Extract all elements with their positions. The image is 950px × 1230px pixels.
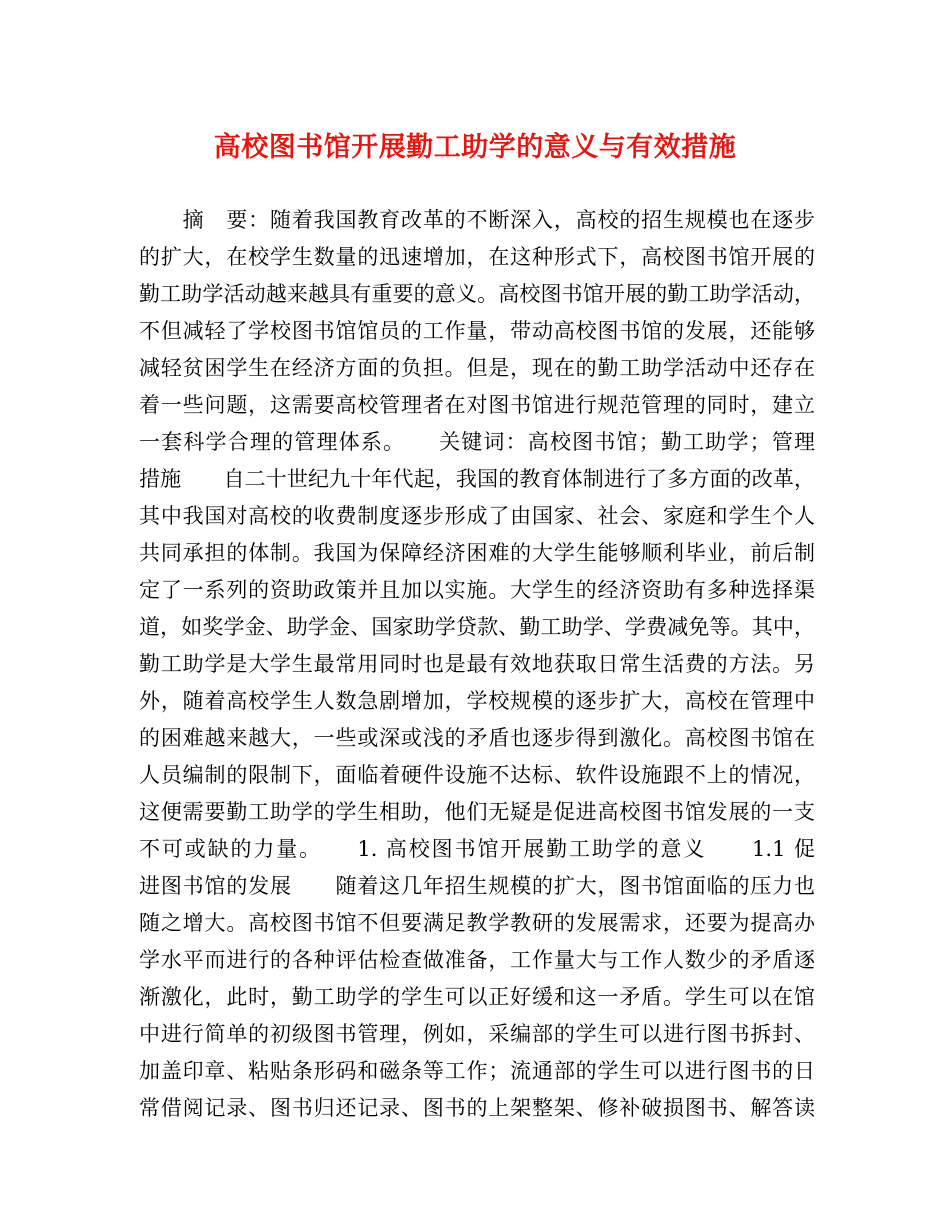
body-line: 外，随着高校学生人数急剧增加，学校规模的逐步扩大，高校在管理中	[139, 689, 815, 713]
body-line: 学水平而进行的各种评估检查做准备，工作量大与工作人数少的矛盾逐	[139, 948, 815, 972]
body-line: 随之增大。高校图书馆不但要满足教学教研的发展需求，还要为提高办	[139, 911, 815, 935]
document-title: 高校图书馆开展勤工助学的意义与有效措施	[213, 132, 737, 163]
body-line: 措施 自二十世纪九十年代起，我国的教育体制进行了多方面的改革，	[139, 467, 815, 491]
body-line: 不可或缺的力量。 1. 高校图书馆开展勤工助学的意义 1.1 促	[139, 837, 815, 861]
body-line: 着一些问题，这需要高校管理者在对图书馆进行规范管理的同时，建立	[139, 393, 815, 417]
body-line: 这便需要勤工助学的学生相助，他们无疑是促进高校图书馆发展的一支	[139, 800, 815, 824]
body-line: 勤工助学是大学生最常用同时也是最有效地获取日常生活费的方法。另	[139, 652, 815, 676]
body-line: 不但减轻了学校图书馆馆员的工作量，带动高校图书馆的发展，还能够	[139, 319, 815, 343]
body-line: 其中我国对高校的收费制度逐步形成了由国家、社会、家庭和学生个人	[139, 504, 815, 528]
body-line: 常借阅记录、图书归还记录、图书的上架整架、修补破损图书、解答读	[139, 1096, 815, 1120]
body-line: 进图书馆的发展 随着这几年招生规模的扩大，图书馆面临的压力也	[139, 874, 815, 898]
body-line: 一套科学合理的管理体系。 关键词：高校图书馆；勤工助学；管理	[139, 430, 815, 454]
body-line: 减轻贫困学生在经济方面的负担。但是，现在的勤工助学活动中还存在	[139, 356, 815, 380]
body-line: 中进行简单的初级图书管理，例如，采编部的学生可以进行图书拆封、	[139, 1022, 815, 1046]
body-line: 人员编制的限制下，面临着硬件设施不达标、软件设施跟不上的情况，	[139, 763, 815, 787]
body-line: 勤工助学活动越来越具有重要的意义。高校图书馆开展的勤工助学活动，	[139, 282, 815, 306]
body-line: 的扩大，在校学生数量的迅速增加，在这种形式下，高校图书馆开展的	[139, 245, 815, 269]
body-line: 加盖印章、粘贴条形码和磁条等工作；流通部的学生可以进行图书的日	[139, 1059, 815, 1083]
body-line: 定了一系列的资助政策并且加以实施。大学生的经济资助有多种选择渠	[139, 578, 815, 602]
body-line: 的困难越来越大，一些或深或浅的矛盾也逐步得到激化。高校图书馆在	[139, 726, 815, 750]
body-line: 共同承担的体制。我国为保障经济困难的大学生能够顺利毕业，前后制	[139, 541, 815, 565]
body-line: 渐激化，此时，勤工助学的学生可以正好缓和这一矛盾。学生可以在馆	[139, 985, 815, 1009]
body-line: 道，如奖学金、助学金、国家助学贷款、勤工助学、学费减免等。其中，	[139, 615, 815, 639]
body-line: 摘 要：随着我国教育改革的不断深入，高校的招生规模也在逐步	[139, 208, 815, 232]
